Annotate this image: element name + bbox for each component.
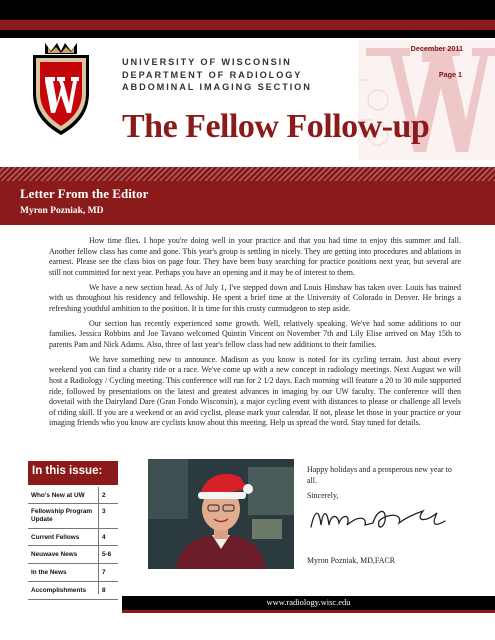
- toc-row[interactable]: [28, 529, 118, 546]
- section-heading: Letter From the Editor: [20, 186, 149, 201]
- toc-item-page: 4: [102, 534, 106, 541]
- letter-paragraph: We have a new section head. As of July 1, I've stepped down and Louis Hinshaw has taken over. Louis has trained with us throughout his residency and fellowship. He spent a brief time at the University of Colorado in Denver. He brings a refreshing youthful ambition to the position. It is time for this crusty curmudgeon to step aside.: [49, 282, 461, 313]
- toc-table: [28, 487, 118, 600]
- toc-item-title: Neuwave News: [31, 551, 78, 558]
- toc-item-page: 3: [102, 508, 106, 515]
- toc-item-title: Current Fellows: [31, 534, 80, 541]
- letter-paragraph: How time flies. I hope you're doing well in your practice and that you had time to enjoy this summer and fall. Another fellow class has come and gone. This year's group is settling in nicely. They are getting into procedures and ablations in earnest. Please see the class bios on page four. They have been busy searching for practice positions next year, but several are still not committed for next year. Perhaps you have an opening and it may be of interest to them.: [49, 236, 461, 277]
- toc-row[interactable]: [28, 546, 118, 564]
- institution-name: [122, 56, 312, 94]
- institution-line-2: DEPARTMENT OF RADIOLOGY: [122, 69, 303, 80]
- toc-row[interactable]: [28, 564, 118, 582]
- uw-crest-icon: [27, 41, 95, 137]
- editor-letter: [49, 236, 461, 433]
- institution-line-1: UNIVERSITY OF WISCONSIN: [122, 57, 292, 67]
- newsletter-title: The Fellow Follow-up: [122, 108, 430, 145]
- institution-line-3: ABDOMINAL IMAGING SECTION: [122, 82, 312, 92]
- letter-paragraph: We have something new to announce. Madison as you know is noted for its cycling terrain. Just about every weekend you can find a charity ride or a race. We've come up with a new concept in radiology meetings. Next August we will host a Radiology / Cycling meeting. This conference will run for 2 1/2 days. Each morning will feature a 20 to 30 mile supported ride, followed by presentations on the latest and greatest advances in imaging by our UW faculty. The conference will then dovetail with the Dairyland Dare (Gran Fondo Wisconsin), a major cycling event with distances to please or challenge all levels of riding skill. If you are a weekend or an avid cyclist, please mark your calendar. If not, please let those in your practice or your imaging friends who you know are cyclists know about this meeting. Help us spread the word. Stay tuned for details.: [49, 354, 461, 428]
- toc-row[interactable]: [28, 487, 118, 504]
- toc-row[interactable]: [28, 504, 118, 529]
- hatch-divider: [0, 167, 495, 181]
- toc-item-title: In the News: [31, 569, 67, 576]
- toc-item-page: 8: [102, 587, 106, 594]
- toc-item-page: 7: [102, 569, 106, 576]
- closing-signoff: Sincerely,: [307, 491, 339, 501]
- toc-item-title: Fellowship Program Update: [31, 508, 93, 523]
- toc-column-divider: [98, 487, 99, 594]
- section-author: Myron Pozniak, MD: [20, 206, 104, 216]
- editor-photo: [148, 459, 294, 569]
- toc-item-title: Accomplishments: [31, 587, 87, 594]
- issue-date: December 2011: [410, 44, 463, 53]
- toc-item-page: 2: [102, 492, 106, 499]
- section-header: [0, 181, 495, 225]
- footer-bar: [122, 596, 495, 610]
- footer-red-stripe: [122, 610, 495, 613]
- closing-greeting: Happy holidays and a prosperous new year to all.: [307, 465, 452, 485]
- top-red-stripe: [0, 20, 495, 30]
- toc-row[interactable]: [28, 582, 118, 600]
- footer-url[interactable]: www.radiology.wisc.edu: [266, 597, 351, 607]
- toc-item-page: 5-6: [102, 551, 112, 558]
- toc-item-title: Who's New at UW: [31, 492, 85, 499]
- top-black-bar: [0, 0, 495, 38]
- editor-name: Myron Pozniak, MD,FACR: [307, 556, 396, 565]
- toc-heading: In this issue:: [32, 465, 103, 477]
- signature-graphic: [307, 499, 447, 539]
- letter-paragraph: Our section has recently experienced some growth. Well, relatively speaking. We've had some additions to our families. Jessica Robbins and Joe Tavano welcomed Quintin Vincent on November 7th and Lily Elise arrived on May 15th to parents Pam and Nick Adams. Also, three of last year's fellow class had new additions to their families.: [49, 318, 461, 349]
- page-number: Page 1: [438, 70, 462, 79]
- toc-header: [28, 461, 118, 485]
